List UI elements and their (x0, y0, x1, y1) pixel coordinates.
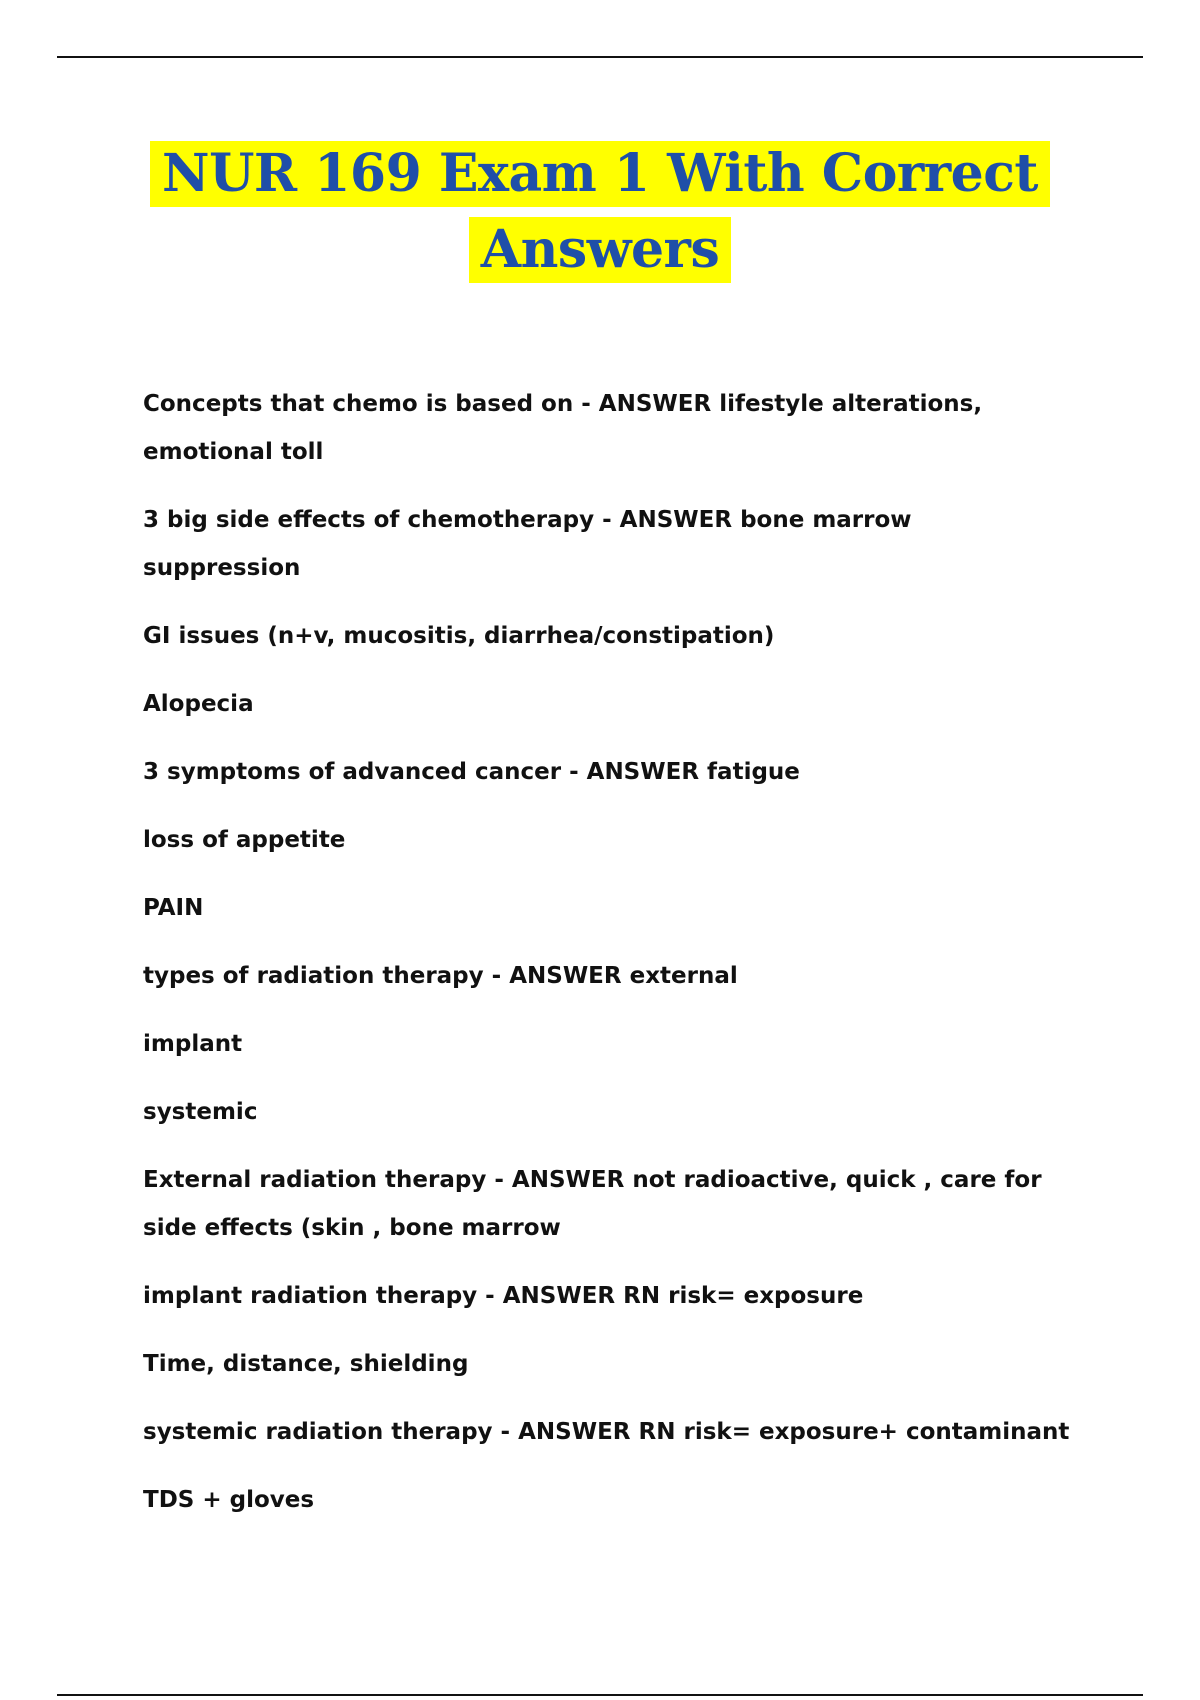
qa-line: GI issues (n+v, mucositis, diarrhea/constipation) (143, 623, 775, 649)
qa-line: PAIN (143, 895, 204, 921)
document-title (0, 141, 1200, 283)
qa-line: Alopecia (143, 691, 254, 717)
qa-line: Concepts that chemo is based on - ANSWER lifestyle alterations, emotional toll (143, 391, 983, 465)
title-line-1: NUR 169 Exam 1 With Correct (150, 141, 1050, 207)
qa-line: types of radiation therapy - ANSWER external (143, 963, 738, 989)
title-line-2: Answers (469, 217, 731, 283)
qa-line: implant radiation therapy - ANSWER RN risk= exposure (143, 1283, 864, 1309)
qa-line: External radiation therapy - ANSWER not radioactive, quick , care for side effects (skin , bone marrow (143, 1167, 1042, 1241)
qa-line: TDS + gloves (143, 1487, 315, 1513)
qa-line: Time, distance, shielding (143, 1351, 469, 1377)
document-body (143, 380, 1073, 1544)
qa-line: 3 symptoms of advanced cancer - ANSWER fatigue (143, 759, 800, 785)
qa-line: systemic radiation therapy - ANSWER RN risk= exposure+ contaminant (143, 1419, 1070, 1445)
footer-rule (57, 1694, 1143, 1696)
qa-line: systemic (143, 1099, 258, 1125)
header-rule (57, 56, 1143, 58)
qa-line: loss of appetite (143, 827, 346, 853)
qa-line: 3 big side effects of chemotherapy - ANSWER bone marrow suppression (143, 507, 912, 581)
qa-line: implant (143, 1031, 243, 1057)
